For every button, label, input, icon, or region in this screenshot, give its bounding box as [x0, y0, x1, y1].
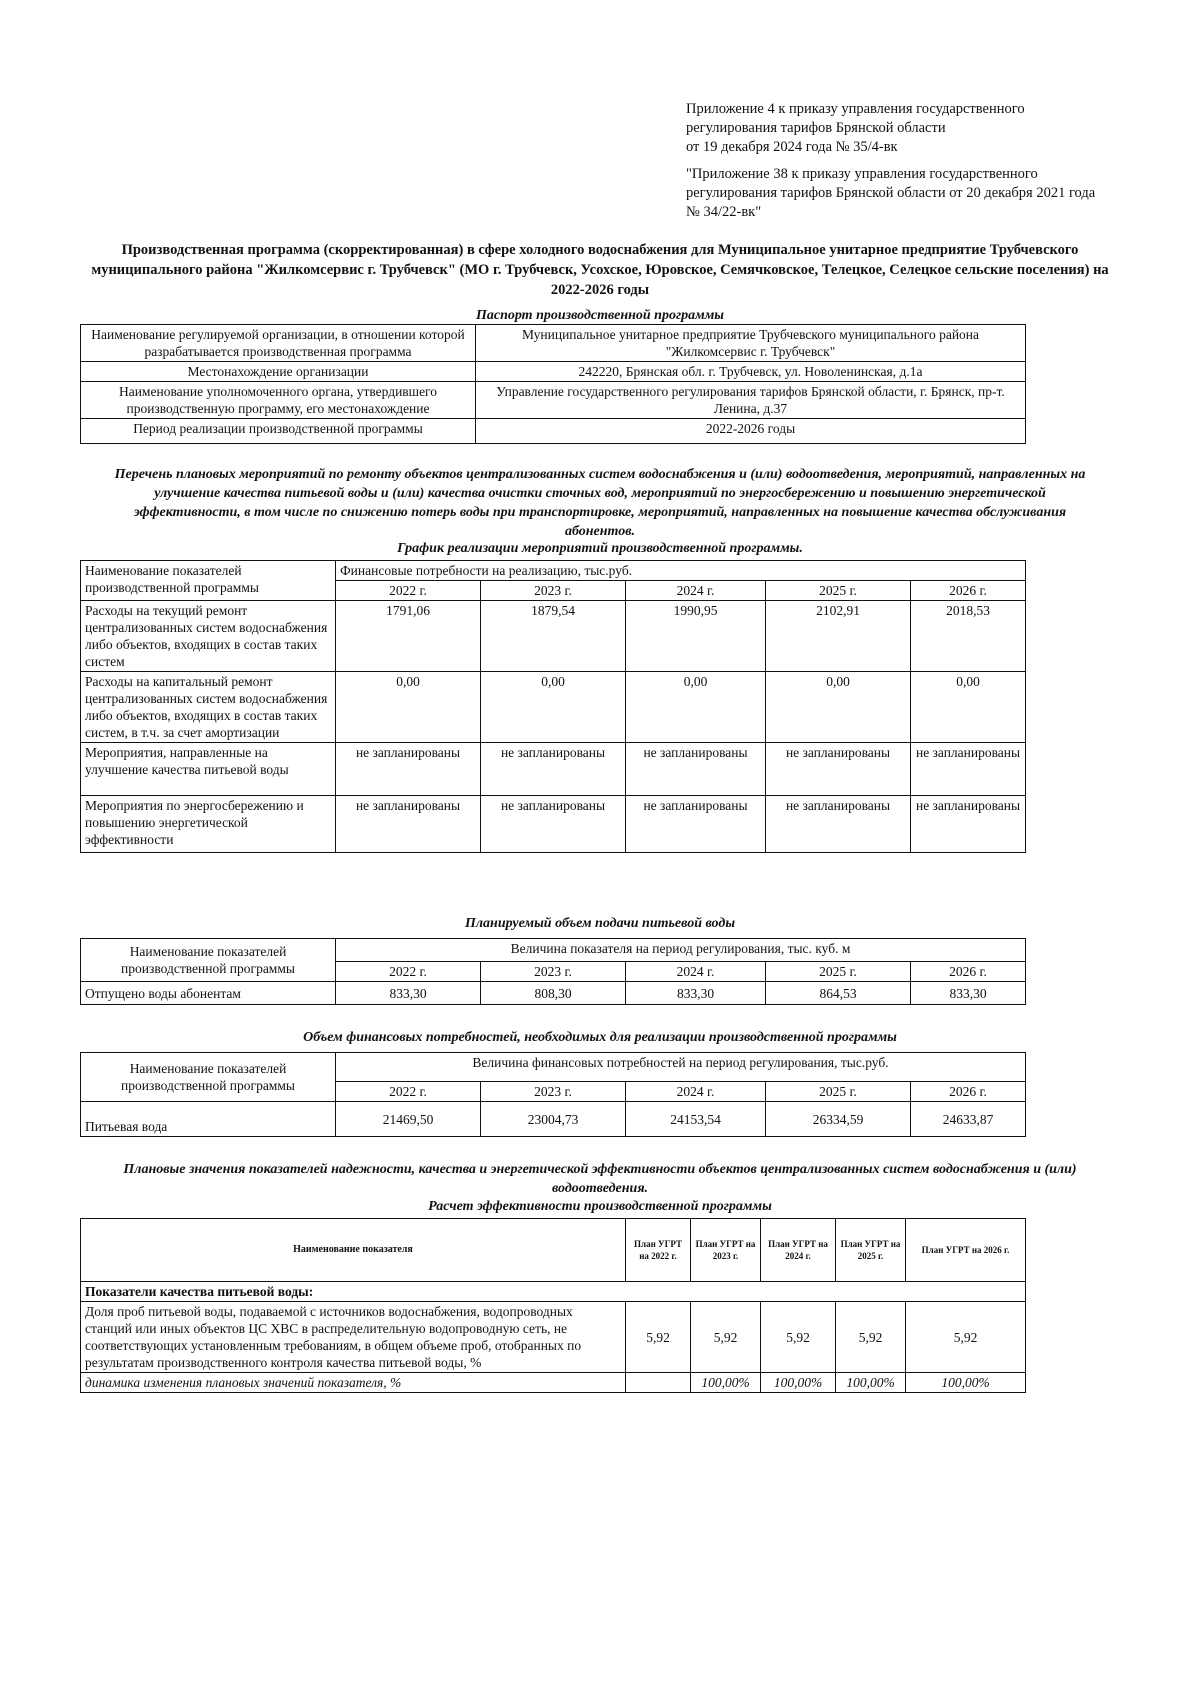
section-header: Показатели качества питьевой воды:	[81, 1282, 1026, 1302]
cell-value: 864,53	[766, 982, 911, 1005]
annex-line-1: Приложение 4 к приказу управления государственного регулирования тарифов Брянской области	[686, 101, 1025, 136]
reliability-head-label: Наименование показателя	[81, 1219, 626, 1282]
measures-caption: Перечень плановых мероприятий по ремонту объектов централизованных систем водоснабжения и (или) водоотведения, мероприятий, направленных на улучшение качества питьевой воды и (или) качества очистки сточных вод, мероприятий по энергосбережению и повышению энергетической эффективности, в том числе по снижению потерь воды при транспортировке, мероприятий, направленных на повышение качества обслуживания абонентов.	[114, 467, 1086, 539]
passport-row	[81, 382, 1026, 419]
passport-value: Муниципальное унитарное предприятие Трубчевского муниципального района "Жилкомсервис г. Трубчевск"	[476, 325, 1026, 362]
year-header: 2023 г.	[481, 962, 626, 982]
row-label: Питьевая вода	[81, 1102, 336, 1137]
cell-value: 5,92	[836, 1302, 906, 1373]
cell-value: не запланированы	[626, 743, 766, 796]
row-label: Отпущено воды абонентам	[81, 982, 336, 1005]
cell-value: не запланированы	[911, 796, 1026, 853]
cell-value: 0,00	[481, 672, 626, 743]
cell-value: 0,00	[626, 672, 766, 743]
plan-header: План УГРТ на 2026 г.	[906, 1219, 1026, 1282]
cell-value: 833,30	[911, 982, 1026, 1005]
year-header: 2022 г.	[336, 1082, 481, 1102]
row-label: Мероприятия, направленные на улучшение качества питьевой воды	[81, 743, 336, 796]
annex-block	[686, 100, 1106, 222]
cell-value: 26334,59	[766, 1102, 911, 1137]
year-header: 2023 г.	[481, 1082, 626, 1102]
measures-table	[80, 560, 1026, 853]
passport-value: 2022-2026 годы	[476, 419, 1026, 444]
passport-label: Местонахождение организации	[81, 362, 476, 382]
finance-table	[80, 1052, 1026, 1137]
cell-value: 0,00	[336, 672, 481, 743]
cell-value: 100,00%	[906, 1373, 1026, 1393]
volume-table	[80, 938, 1026, 1005]
passport-value: Управление государственного регулирования тарифов Брянской области, г. Брянск, пр-т. Ленина, д.37	[476, 382, 1026, 419]
cell-value: 2102,91	[766, 601, 911, 672]
passport-label: Период реализации производственной программы	[81, 419, 476, 444]
row-label: Расходы на текущий ремонт централизованных систем водоснабжения либо объектов, входящих в состав таких систем	[81, 601, 336, 672]
table-row	[81, 1102, 1026, 1137]
cell-value: 808,30	[481, 982, 626, 1005]
reliability-caption: Плановые значения показателей надежности, качества и энергетической эффективности объектов централизованных систем водоснабжения и (или) водоотведения.	[123, 1162, 1077, 1196]
year-header: 2024 г.	[626, 581, 766, 601]
plan-header: План УГРТ на 2022 г.	[626, 1219, 691, 1282]
year-header: 2025 г.	[766, 1082, 911, 1102]
row-label: Доля проб питьевой воды, подаваемой с источников водоснабжения, водопроводных станций или иных объектов ЦС ХВС в распределительную водопроводную сеть, не соответствующих установленным требованиям, в общем объеме проб, отобранных по результатам производственного контроля качества питьевой воды, %	[81, 1302, 626, 1373]
cell-value: 100,00%	[761, 1373, 836, 1393]
cell-value	[626, 1373, 691, 1393]
cell-value: 833,30	[626, 982, 766, 1005]
table-row	[81, 743, 1026, 796]
row-label: динамика изменения плановых значений показателя, %	[81, 1373, 626, 1393]
table-row	[81, 1302, 1026, 1373]
passport-row	[81, 419, 1026, 444]
cell-value: 21469,50	[336, 1102, 481, 1137]
measures-caption-schedule: График реализации мероприятий производственной программы.	[397, 541, 803, 556]
table-row	[81, 1373, 1026, 1393]
document-title: Производственная программа (скорректированная) в сфере холодного водоснабжения для Муниципальное унитарное предприятие Трубчевского муниципального района "Жилкомсервис г. Трубчевск" (МО г. Трубчевск, Усохское, Юровское, Семячковское, Телецкое, Селецкое сельские поселения) на 2022-2026 годы	[91, 242, 1109, 298]
table-row	[81, 796, 1026, 853]
year-header: 2024 г.	[626, 962, 766, 982]
year-header: 2022 г.	[336, 581, 481, 601]
passport-label: Наименование регулируемой организации, в отношении которой разрабатывается производственная программа	[81, 325, 476, 362]
cell-value: не запланированы	[626, 796, 766, 853]
year-header: 2025 г.	[766, 962, 911, 982]
year-header: 2025 г.	[766, 581, 911, 601]
cell-value: 5,92	[906, 1302, 1026, 1373]
finance-caption: Объем финансовых потребностей, необходимых для реализации производственной программы	[303, 1030, 897, 1045]
reliability-table	[80, 1218, 1026, 1393]
cell-value: 100,00%	[836, 1373, 906, 1393]
finance-head-group: Величина финансовых потребностей на период регулирования, тыс.руб.	[336, 1053, 1026, 1082]
cell-value: 1879,54	[481, 601, 626, 672]
cell-value: 24153,54	[626, 1102, 766, 1137]
cell-value: 0,00	[911, 672, 1026, 743]
passport-caption: Паспорт производственной программы	[475, 308, 725, 323]
cell-value: 24633,87	[911, 1102, 1026, 1137]
row-label: Мероприятия по энергосбережению и повышению энергетической эффективности	[81, 796, 336, 853]
cell-value: 5,92	[626, 1302, 691, 1373]
cell-value: 5,92	[691, 1302, 761, 1373]
passport-table	[80, 324, 1026, 444]
annex-line-2: от 19 декабря 2024 года № 35/4-вк	[686, 139, 898, 155]
table-row	[81, 672, 1026, 743]
row-label: Расходы на капитальный ремонт централизованных систем водоснабжения либо объектов, входящих в состав таких систем, в т.ч. за счет амортизации	[81, 672, 336, 743]
cell-value: 833,30	[336, 982, 481, 1005]
table-row	[81, 982, 1026, 1005]
cell-value: не запланированы	[336, 796, 481, 853]
cell-value: не запланированы	[766, 743, 911, 796]
cell-value: 0,00	[766, 672, 911, 743]
cell-value: не запланированы	[911, 743, 1026, 796]
cell-value: 2018,53	[911, 601, 1026, 672]
plan-header: План УГРТ на 2025 г.	[836, 1219, 906, 1282]
passport-label: Наименование уполномоченного органа, утвердившего производственную программу, его местонахождение	[81, 382, 476, 419]
cell-value: не запланированы	[481, 796, 626, 853]
volume-caption: Планируемый объем подачи питьевой воды	[464, 916, 736, 931]
table-row	[81, 601, 1026, 672]
cell-value: 100,00%	[691, 1373, 761, 1393]
cell-value: не запланированы	[766, 796, 911, 853]
volume-head-group: Величина показателя на период регулирования, тыс. куб. м	[336, 939, 1026, 962]
passport-row	[81, 325, 1026, 362]
finance-head-label: Наименование показателей производственной программы	[81, 1053, 336, 1102]
year-header: 2024 г.	[626, 1082, 766, 1102]
annex-line-3: "Приложение 38 к приказу управления государственного регулирования тарифов Брянской области от 20 декабря 2021 года № 34/22-вк"	[686, 166, 1096, 220]
reliability-caption-calc: Расчет эффективности производственной программы	[428, 1199, 772, 1214]
cell-value: 5,92	[761, 1302, 836, 1373]
plan-header: План УГРТ на 2024 г.	[761, 1219, 836, 1282]
year-header: 2026 г.	[911, 1082, 1026, 1102]
plan-header: План УГРТ на 2023 г.	[691, 1219, 761, 1282]
cell-value: не запланированы	[336, 743, 481, 796]
passport-row	[81, 362, 1026, 382]
volume-head-label: Наименование показателей производственной программы	[81, 939, 336, 982]
passport-value: 242220, Брянская обл. г. Трубчевск, ул. Новоленинская, д.1а	[476, 362, 1026, 382]
cell-value: 23004,73	[481, 1102, 626, 1137]
measures-head-label: Наименование показателей производственной программы	[81, 561, 336, 601]
year-header: 2026 г.	[911, 581, 1026, 601]
year-header: 2022 г.	[336, 962, 481, 982]
year-header: 2023 г.	[481, 581, 626, 601]
cell-value: 1791,06	[336, 601, 481, 672]
measures-head-group: Финансовые потребности на реализацию, тыс.руб.	[336, 561, 1026, 581]
cell-value: 1990,95	[626, 601, 766, 672]
year-header: 2026 г.	[911, 962, 1026, 982]
cell-value: не запланированы	[481, 743, 626, 796]
